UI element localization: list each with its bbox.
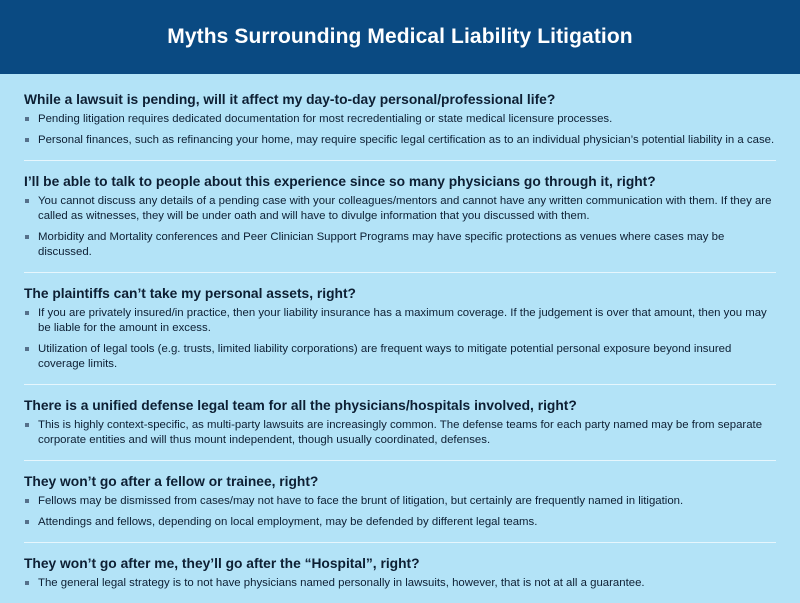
page-title: Myths Surrounding Medical Liability Litigation xyxy=(167,25,633,48)
myth-section xyxy=(24,74,776,161)
answer-item xyxy=(24,494,776,509)
myth-section xyxy=(24,385,776,461)
answer-list xyxy=(24,112,776,148)
myth-question: There is a unified defense legal team for all the physicians/hospitals involved, right? xyxy=(24,398,577,413)
answer-text: The general legal strategy is to not have physicians named personally in lawsuits, however, that is not at all a guarantee. xyxy=(38,577,645,589)
answer-item xyxy=(24,306,776,336)
answer-list xyxy=(24,418,776,448)
answer-item xyxy=(24,515,776,530)
answer-text: Personal finances, such as refinancing your home, may require specific legal certification as to an individual physician’s potential liability in a case. xyxy=(38,134,775,146)
answer-text: Pending litigation requires dedicated documentation for most recredentialing or state medical licensure processes. xyxy=(38,113,613,125)
answer-text: You cannot discuss any details of a pending case with your colleagues/mentors and cannot have any written communication with them. If they are called as witnesses, they will be under oath and will have to divulge information that you discussed with them. xyxy=(38,195,772,222)
answer-list xyxy=(24,194,776,260)
myth-question: I’ll be able to talk to people about this experience since so many physicians go through it, right? xyxy=(24,174,656,189)
answer-text: Morbidity and Mortality conferences and Peer Clinician Support Programs may have specific protections as venues where cases may be discussed. xyxy=(38,231,725,258)
bullet-square-icon xyxy=(25,423,29,427)
bullet-square-icon xyxy=(25,499,29,503)
answer-list xyxy=(24,306,776,372)
bullet-square-icon xyxy=(25,520,29,524)
header-banner xyxy=(0,0,800,74)
bullet-square-icon xyxy=(25,138,29,142)
myth-section xyxy=(24,461,776,543)
myth-question: The plaintiffs can’t take my personal assets, right? xyxy=(24,286,356,301)
myth-section xyxy=(24,161,776,273)
answer-item xyxy=(24,230,776,260)
answer-item xyxy=(24,576,776,591)
myth-question: They won’t go after me, they’ll go after the “Hospital”, right? xyxy=(24,556,420,571)
bullet-square-icon xyxy=(25,235,29,239)
answer-text: Fellows may be dismissed from cases/may not have to face the brunt of litigation, but certainly are frequently named in litigation. xyxy=(38,495,684,507)
answer-list xyxy=(24,494,776,530)
bullet-square-icon xyxy=(25,199,29,203)
answer-item xyxy=(24,342,776,372)
answer-item xyxy=(24,133,776,148)
myth-section xyxy=(24,543,776,603)
myth-section xyxy=(24,273,776,385)
answer-item xyxy=(24,112,776,127)
myth-question: While a lawsuit is pending, will it affect my day-to-day personal/professional life? xyxy=(24,92,556,107)
answer-list xyxy=(24,576,776,591)
myths-list xyxy=(0,74,800,603)
bullet-square-icon xyxy=(25,581,29,585)
answer-item xyxy=(24,194,776,224)
bullet-square-icon xyxy=(25,311,29,315)
bullet-square-icon xyxy=(25,347,29,351)
myth-question: They won’t go after a fellow or trainee, right? xyxy=(24,474,319,489)
answer-text: If you are privately insured/in practice, then your liability insurance has a maximum coverage. If the judgement is over that amount, then you may be liable for the amount in excess. xyxy=(38,307,767,334)
answer-item xyxy=(24,418,776,448)
answer-text: This is highly context-specific, as multi-party lawsuits are increasingly common. The defense teams for each party named may be from separate corporate entities and will thus mount independent, though usually coordinated, defenses. xyxy=(38,419,763,446)
answer-text: Attendings and fellows, depending on local employment, may be defended by different legal teams. xyxy=(38,516,538,528)
bullet-square-icon xyxy=(25,117,29,121)
answer-text: Utilization of legal tools (e.g. trusts, limited liability corporations) are frequent ways to mitigate potential personal exposure beyond insured coverage limits. xyxy=(38,343,732,370)
